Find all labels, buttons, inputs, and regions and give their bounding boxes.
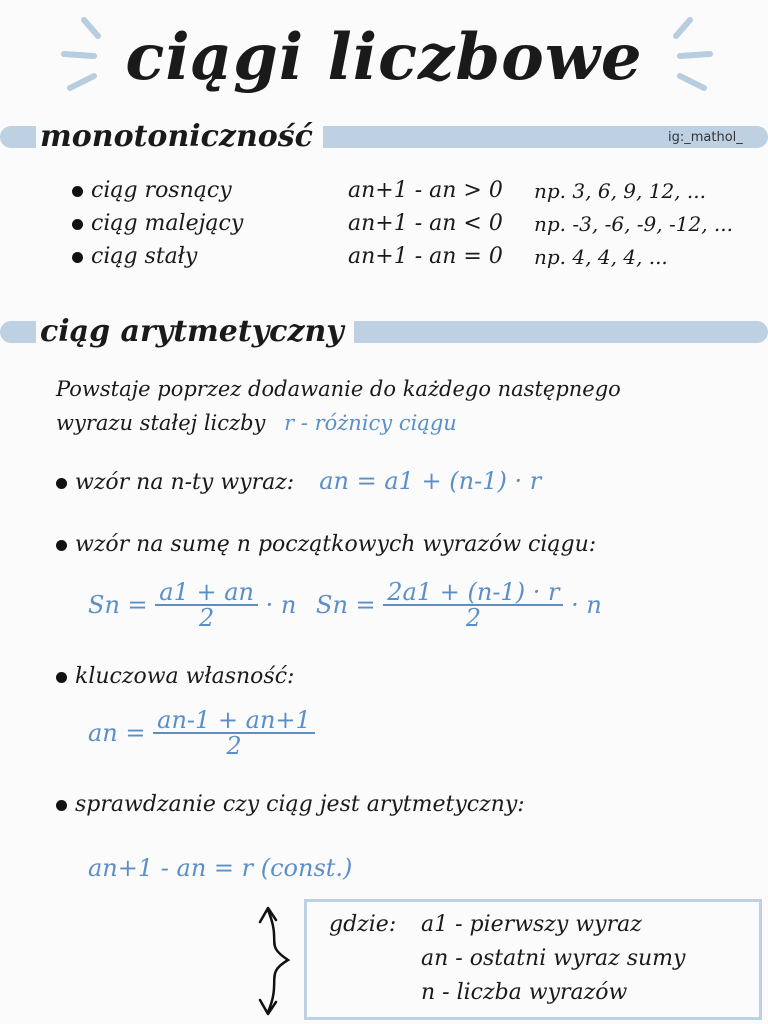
monotonicity-example: np. -3, -6, -9, -12, ... bbox=[534, 212, 733, 236]
monotonicity-row bbox=[72, 209, 752, 242]
sum-formula-2-fraction bbox=[383, 580, 563, 630]
nth-term-label: wzór na n-ty wyraz: bbox=[75, 470, 295, 495]
monotonicity-example: np. 3, 6, 9, 12, ... bbox=[534, 179, 706, 203]
check-item bbox=[56, 790, 525, 820]
monotonicity-row bbox=[72, 176, 752, 209]
legend-box bbox=[304, 899, 762, 1020]
key-property-denominator: 2 bbox=[226, 732, 242, 760]
sum-formula-1-numerator: a1 + an bbox=[155, 580, 258, 606]
monotonicity-condition: an+1 - an = 0 bbox=[348, 244, 503, 269]
page-title: ciągi liczbowe bbox=[125, 20, 643, 95]
sum-formula-1-fraction bbox=[155, 580, 258, 630]
sum-item bbox=[56, 530, 596, 560]
intro-text-line2 bbox=[56, 408, 457, 438]
intro-text: wyrazu stałej liczby bbox=[56, 411, 266, 435]
sum-label: wzór na sumę n początkowych wyrazów ciągu: bbox=[75, 532, 597, 557]
monotonicity-condition: an+1 - an < 0 bbox=[348, 211, 503, 236]
title-decoration-right bbox=[666, 14, 716, 104]
sum-formula-2-lhs: Sn = bbox=[316, 591, 376, 619]
nth-term-item bbox=[56, 466, 541, 498]
bullet-icon bbox=[56, 800, 67, 811]
key-property-lhs: an = bbox=[88, 719, 146, 747]
check-formula: an+1 - an = r (const.) bbox=[88, 854, 353, 882]
monotonicity-list bbox=[72, 176, 752, 275]
double-arrow-icon bbox=[252, 904, 296, 1018]
monotonicity-example: np. 4, 4, 4, ... bbox=[534, 245, 668, 269]
bullet-icon bbox=[72, 219, 83, 230]
intro-r-definition: r - różnicy ciągu bbox=[284, 411, 457, 435]
bullet-icon bbox=[56, 478, 67, 489]
key-property-label: kluczowa własność: bbox=[75, 664, 295, 689]
nth-term-formula: an = a1 + (n-1) · r bbox=[319, 467, 542, 495]
sum-formula-2 bbox=[316, 580, 602, 630]
bullet-icon bbox=[56, 672, 67, 683]
source-tag: ig:_mathol_ bbox=[668, 130, 743, 145]
monotonicity-row bbox=[72, 242, 752, 275]
monotonicity-name: ciąg stały bbox=[91, 244, 198, 269]
section-heading-arithmetic: ciąg arytmetyczny bbox=[36, 313, 354, 351]
key-property-numerator: an-1 + an+1 bbox=[153, 708, 315, 734]
section-heading-monotonicity: monotoniczność bbox=[36, 118, 323, 156]
intro-text-line1: Powstaje poprzez dodawanie do każdego następnego bbox=[56, 377, 621, 401]
bullet-icon bbox=[72, 186, 83, 197]
monotonicity-condition: an+1 - an > 0 bbox=[348, 178, 503, 203]
sum-formula-2-denominator: 2 bbox=[465, 604, 481, 632]
key-property-fraction bbox=[153, 708, 315, 758]
sum-formula-1 bbox=[88, 580, 296, 630]
key-property-formula bbox=[88, 708, 315, 758]
sum-formula-2-tail: · n bbox=[571, 591, 602, 619]
check-label: sprawdzanie czy ciąg jest arytmetyczny: bbox=[75, 792, 525, 817]
bullet-icon bbox=[72, 252, 83, 263]
sum-formula-1-denominator: 2 bbox=[199, 604, 215, 632]
title-decoration-left bbox=[58, 14, 108, 104]
sum-formula-1-tail: · n bbox=[265, 591, 297, 619]
legend-item: a1 - pierwszy wyraz bbox=[421, 912, 642, 937]
legend-item: an - ostatni wyraz sumy bbox=[421, 946, 686, 971]
bullet-icon bbox=[56, 540, 67, 551]
key-property-item bbox=[56, 662, 294, 692]
sum-formula-2-numerator: 2a1 + (n-1) · r bbox=[383, 580, 563, 606]
legend-prefix: gdzie: bbox=[329, 912, 397, 937]
monotonicity-name: ciąg rosnący bbox=[91, 178, 232, 203]
legend-item: n - liczba wyrazów bbox=[421, 980, 628, 1005]
sum-formula-1-lhs: Sn = bbox=[88, 591, 148, 619]
monotonicity-name: ciąg malejący bbox=[91, 211, 244, 236]
